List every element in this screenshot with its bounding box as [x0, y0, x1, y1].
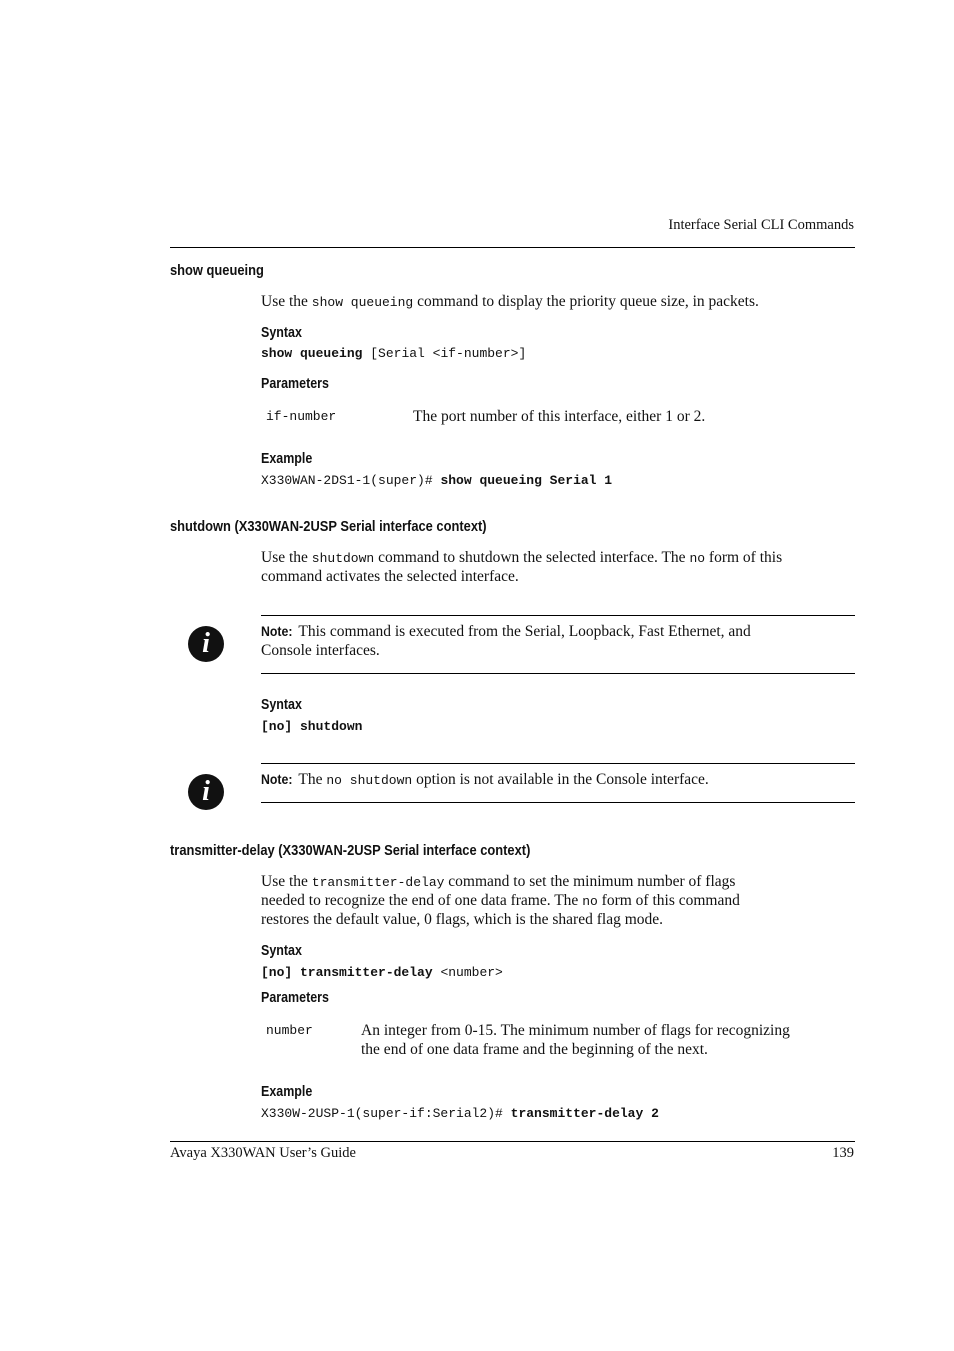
syntax-heading: Syntax	[261, 325, 302, 341]
parameters-heading: Parameters	[261, 990, 329, 1006]
example-heading: Example	[261, 1084, 313, 1100]
footer-page-number: 139	[832, 1145, 854, 1161]
syntax-line: [no] transmitter-delay <number>	[261, 965, 503, 980]
section-title-transmitter-delay: transmitter-delay (X330WAN-2USP Serial interface context)	[170, 842, 531, 859]
info-icon: i	[188, 626, 224, 662]
transmitter-delay-description: Use the transmitter-delay command to set the minimum number of flags	[261, 873, 736, 890]
show-queueing-description: Use the show queueing command to display the priority queue size, in packets.	[261, 293, 759, 310]
param-name: if-number	[266, 409, 337, 424]
note2-text: Note: The no shutdown option is not available in the Console interface.	[261, 771, 709, 788]
transmitter-delay-description-line2: needed to recognize the end of one data frame. The no form of this command	[261, 892, 740, 909]
note1-top-rule	[261, 615, 855, 616]
example-heading: Example	[261, 451, 313, 467]
example-line: X330W-2USP-1(super-if:Serial2)# transmitter-delay 2	[261, 1106, 659, 1121]
section-title-shutdown: shutdown (X330WAN-2USP Serial interface context)	[170, 518, 487, 535]
section-title-show-queueing: show queueing	[170, 262, 264, 279]
transmitter-delay-description-line3: restores the default value, 0 flags, which is the shared flag mode.	[261, 911, 664, 928]
note2-top-rule	[261, 763, 855, 764]
param-description-line2: the end of one data frame and the beginning of the next.	[361, 1041, 708, 1058]
footer-guide-title: Avaya X330WAN User’s Guide	[170, 1145, 356, 1161]
info-icon: i	[188, 774, 224, 810]
example-line: X330WAN-2DS1-1(super)# show queueing Serial 1	[261, 473, 613, 488]
syntax-line: show queueing [Serial <if-number>]	[261, 346, 527, 361]
note-label: Note:	[261, 623, 293, 639]
param-description: An integer from 0-15. The minimum number of flags for recognizing	[361, 1022, 790, 1039]
inline-command: show queueing	[311, 295, 414, 310]
param-description: The port number of this interface, either 1 or 2.	[413, 408, 706, 425]
footer-rule	[170, 1141, 855, 1142]
running-header: Interface Serial CLI Commands	[668, 217, 854, 233]
note2-bottom-rule	[261, 802, 855, 803]
parameters-heading: Parameters	[261, 376, 329, 392]
param-name: number	[266, 1023, 313, 1038]
note1-bottom-rule	[261, 673, 855, 674]
syntax-heading: Syntax	[261, 697, 302, 713]
shutdown-description-line2: command activates the selected interface.	[261, 568, 519, 585]
note1-text-line2: Console interfaces.	[261, 642, 380, 659]
note1-text: Note: This command is executed from the Serial, Loopback, Fast Ethernet, and	[261, 623, 751, 640]
syntax-line: [no] shutdown	[261, 719, 363, 734]
note-label: Note:	[261, 771, 293, 787]
header-rule	[170, 247, 855, 248]
syntax-heading: Syntax	[261, 943, 302, 959]
shutdown-description: Use the shutdown command to shutdown the selected interface. The no form of this	[261, 549, 783, 566]
